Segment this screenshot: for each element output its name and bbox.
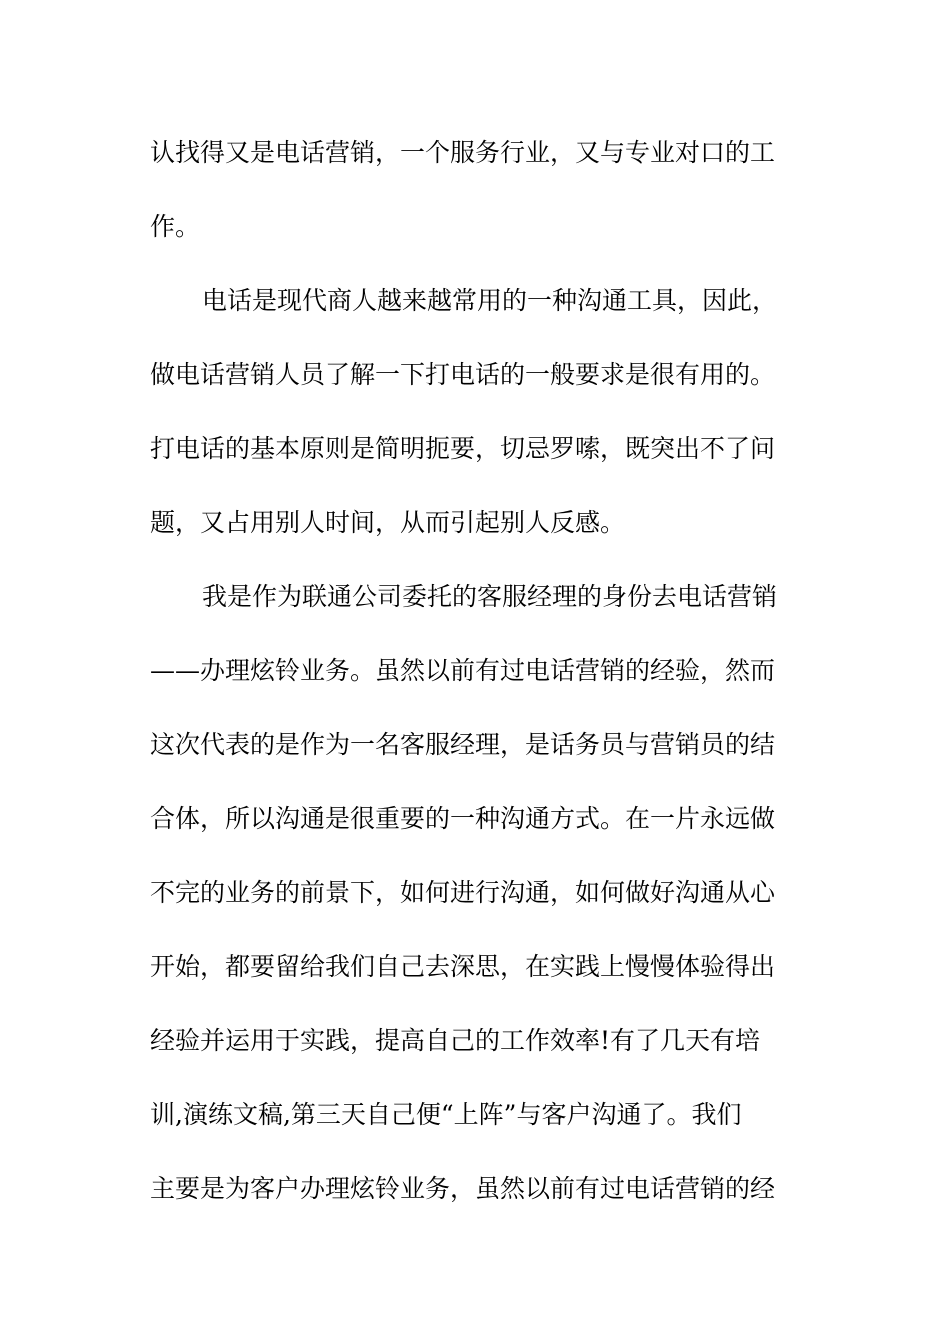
paragraph-first-line: 电话是现代商人越来越常用的一种沟通工具，因此， xyxy=(202,286,778,315)
text-line: 训,演练文稿,第三天自己便“上阵”与客户沟通了。我们 xyxy=(150,1100,742,1129)
text-line: ——办理炫铃业务。虽然以前有过电话营销的经验，然而 xyxy=(150,656,776,685)
text-line: 主要是为客户办理炫铃业务，虽然以前有过电话营销的经 xyxy=(150,1174,776,1203)
text-line: 打电话的基本原则是简明扼要，切忌罗嗦，既突出不了问 xyxy=(150,434,776,463)
text-line: 做电话营销人员了解一下打电话的一般要求是很有用的。 xyxy=(150,360,776,389)
text-line: 作。 xyxy=(150,212,201,241)
text-line: 开始，都要留给我们自己去深思，在实践上慢慢体验得出 xyxy=(150,952,776,981)
text-line: 不完的业务的前景下，如何进行沟通，如何做好沟通从心 xyxy=(150,878,776,907)
text-line: 经验并运用于实践，提高自己的工作效率!有了几天有培 xyxy=(150,1026,761,1055)
text-line: 这次代表的是作为一名客服经理，是话务员与营销员的结 xyxy=(150,730,776,759)
text-line: 题，又占用别人时间，从而引起别人反感。 xyxy=(150,508,626,537)
text-line: 合体，所以沟通是很重要的一种沟通方式。在一片永远做 xyxy=(150,804,776,833)
text-line: 认找得又是电话营销，一个服务行业，又与专业对口的工 xyxy=(150,138,776,167)
paragraph-first-line: 我是作为联通公司委托的客服经理的身份去电话营销 xyxy=(202,582,778,611)
